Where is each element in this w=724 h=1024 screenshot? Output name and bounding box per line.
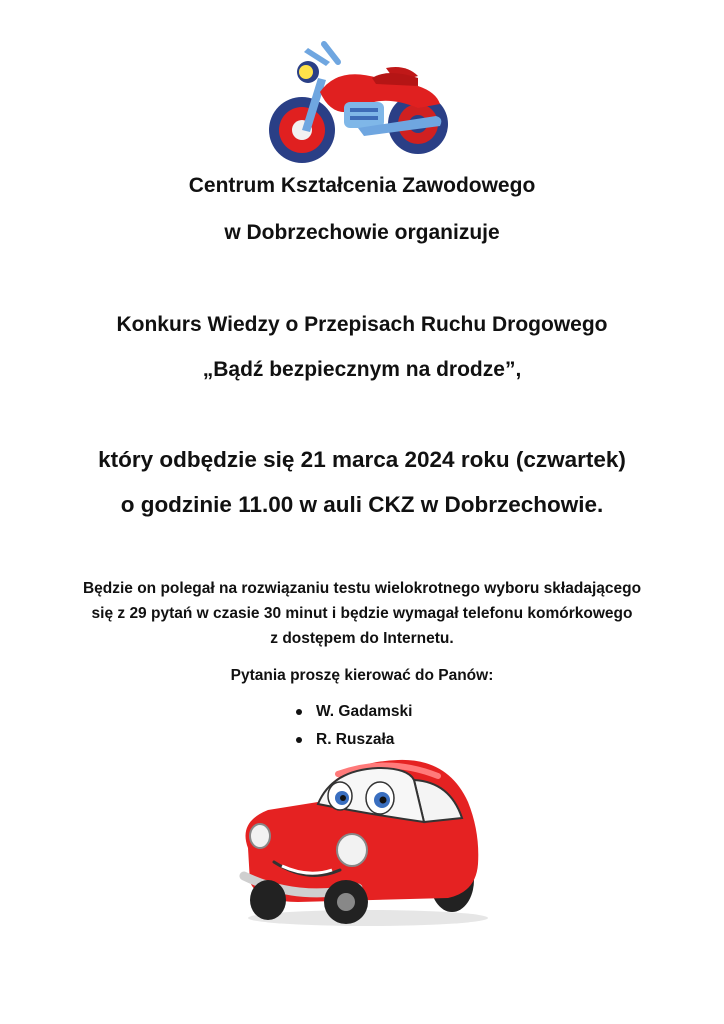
bullet-icon [296, 709, 302, 715]
cartoon-car-icon [228, 752, 490, 928]
motorcycle-icon [268, 38, 454, 166]
contest-motto: „Bądź bezpiecznym na drodze”, [202, 358, 522, 381]
organizer-name: Centrum Kształcenia Zawodowego [188, 174, 536, 197]
contest-title: Konkurs Wiedzy o Przepisach Ruchu Drogowego [116, 313, 608, 336]
list-item [294, 700, 412, 728]
contact-list [294, 700, 412, 756]
contact-person: W. Gadamski [316, 703, 413, 720]
bullet-icon [296, 737, 302, 743]
event-date: który odbędzie się 21 marca 2024 roku (czwartek) [98, 447, 626, 472]
description-line-1: Będzie on polegał na rozwiązaniu testu wielokrotnego wyboru składającego [82, 580, 642, 597]
contact-intro: Pytania proszę kierować do Panów: [230, 667, 494, 684]
description-line-2: się z 29 pytań w czasie 30 minut i będzie wymagał telefonu komórkowego [91, 605, 633, 622]
contact-person: R. Ruszała [316, 731, 395, 748]
organizer-line: w Dobrzechowie organizuje [224, 221, 500, 244]
description-line-3: z dostępem do Internetu. [270, 630, 454, 647]
event-place: o godzinie 11.00 w auli CKZ w Dobrzechowie. [120, 492, 604, 517]
